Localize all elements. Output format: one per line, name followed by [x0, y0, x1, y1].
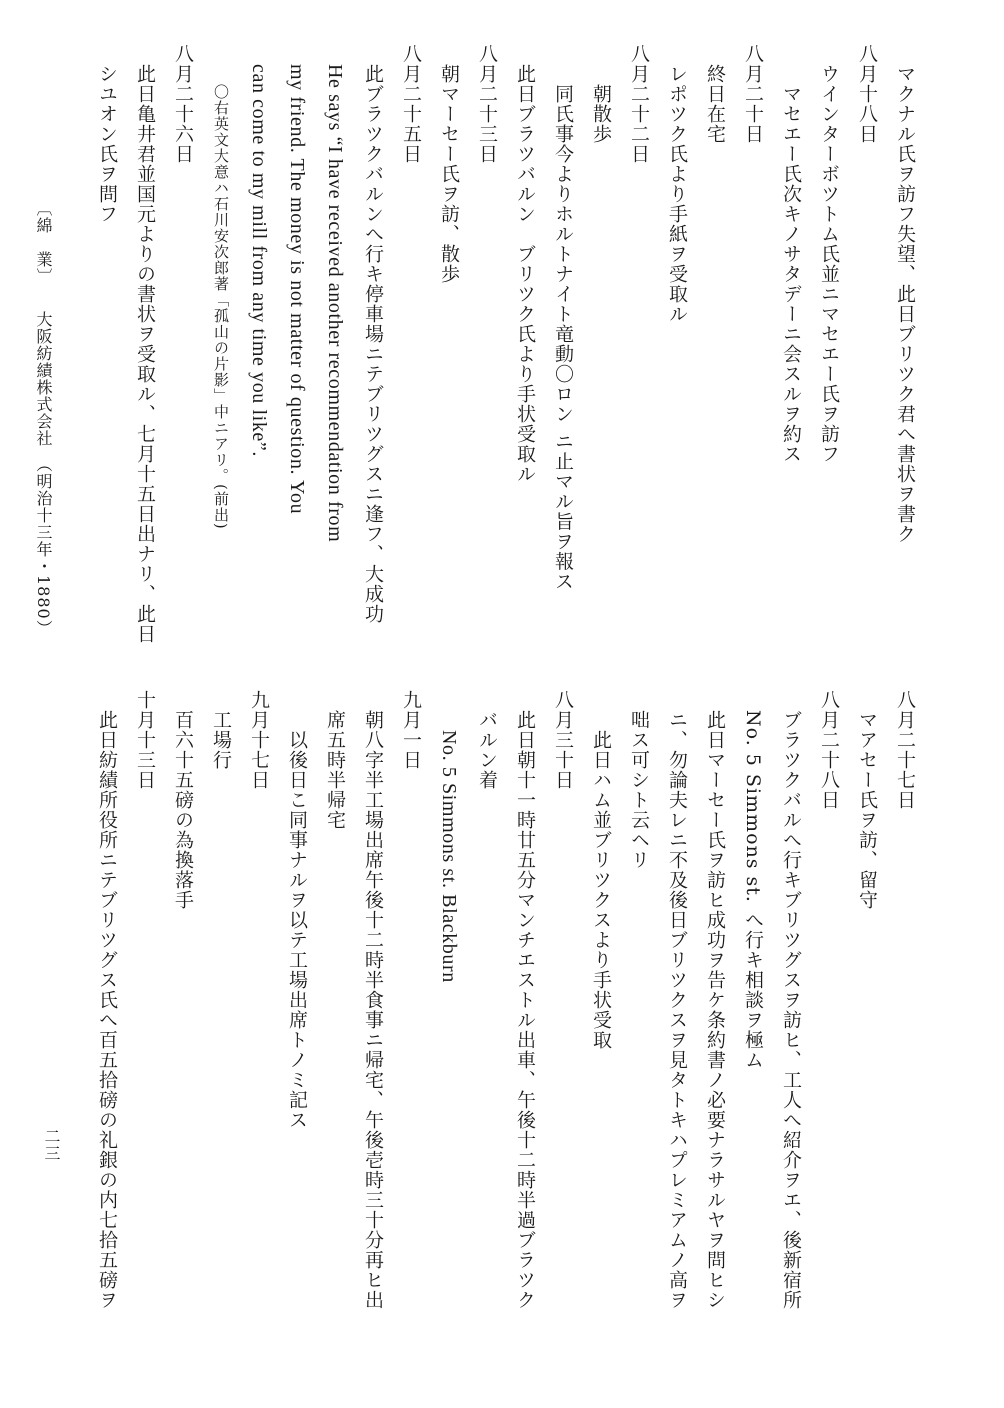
date-heading: 八月二十五日 — [400, 44, 422, 164]
diary-line: No. 5 Simmons st. Blackburn — [438, 730, 460, 983]
diary-line: マセエー氏次キノサタデーニ会スルヲ約ス — [780, 84, 802, 464]
diary-line: ブラツクバルへ行キブリツグスヲ訪ヒ、工人へ紹介ヲエ、後新宿所 — [780, 710, 802, 1310]
diary-line: can come to my mill from any time you like”. — [248, 64, 270, 457]
diary-line: 此ブラツクバルンへ行キ停車場ニテブリツグスニ逢フ、大成功 — [362, 64, 384, 624]
diary-line: 朝八字半工場出席午後十二時半食事ニ帰宅、午後壱時三十分再ヒ出 — [362, 710, 384, 1310]
date-heading: 八月二十六日 — [172, 44, 194, 164]
bottom-text-block — [84, 690, 924, 1350]
date-heading: 八月二十七日 — [894, 690, 916, 810]
diary-line: 此日マーセー氏ヲ訪ヒ成功ヲ告ケ条約書ノ必要ナラサルヤヲ問ヒシ — [704, 710, 726, 1310]
diary-line: 工場行 — [210, 710, 232, 770]
date-heading: 九月一日 — [400, 690, 422, 770]
diary-line: 席五時半帰宅 — [324, 710, 346, 830]
diary-line: バルン着 — [476, 710, 498, 790]
diary-line: No. 5 Simmons st. へ行キ相談ヲ極ム — [742, 710, 764, 1070]
diary-line: 咄ス可シト云ヘリ — [628, 710, 650, 870]
diary-line: マクナル氏ヲ訪フ失望、此日ブリツク君へ書状ヲ書ク — [894, 64, 916, 544]
diary-line: シユオン氏ヲ問フ — [96, 64, 118, 224]
diary-line: my friend. The money is not matter of question. You — [286, 64, 308, 515]
diary-line: レポツク氏より手紙ヲ受取ル — [666, 64, 688, 324]
diary-line: 此日朝十一時廿五分マンチエストル出車、午後十二時半過ブラツク — [514, 710, 536, 1310]
date-heading: 八月二十日 — [742, 44, 764, 144]
diary-line: 朝散歩 — [590, 84, 612, 144]
date-heading: 九月十七日 — [248, 690, 270, 790]
diary-line: マアセー氏ヲ訪、留守 — [856, 710, 878, 910]
diary-line: 以後日こ同事ナルヲ以テ工場出席トノミ記ス — [286, 730, 308, 1130]
diary-line: 同氏事今よりホルトナイト竜動〇ロン ニ止マル旨ヲ報ス — [552, 84, 574, 592]
diary-line: 〇右英文大意ハ石川安次郎著「孤山の片影」中ニアリ。(前出) — [212, 84, 230, 530]
diary-line: He says “I have received another recommendation from — [324, 64, 346, 543]
date-heading: 八月二十二日 — [628, 44, 650, 164]
date-heading: 八月三十日 — [552, 690, 574, 790]
diary-line: 百六十五磅の為換落手 — [172, 710, 194, 910]
top-text-block — [84, 44, 924, 654]
date-heading: 十月十三日 — [134, 690, 156, 790]
diary-line: ニ、勿論夫レニ不及後日ブリツクスヲ見タトキハプレミアムノ高ヲ — [666, 710, 688, 1310]
date-heading: 八月二十八日 — [818, 690, 840, 810]
diary-line: 此日紡績所役所ニテブリツグス氏へ百五拾磅の礼銀の内七拾五磅ヲ — [96, 710, 118, 1310]
diary-line: 終日在宅 — [704, 64, 726, 144]
diary-line: 朝マーセー氏ヲ訪、散歩 — [438, 64, 460, 284]
date-heading: 八月二十三日 — [476, 44, 498, 164]
diary-line: 此日亀井君並国元よりの書状ヲ受取ル、七月十五日出ナリ、此日 — [134, 64, 156, 644]
diary-line: 此日ハム並ブリツクスより手状受取 — [590, 730, 612, 1050]
page-number: 二三 — [42, 1128, 61, 1162]
running-footer: 〔綿 業〕 大阪紡績株式会社 （明治十三年・1880） — [34, 200, 53, 637]
diary-line: ウインターボツトム氏並ニマセエー氏ヲ訪フ — [818, 64, 840, 464]
diary-line: 此日ブラツバルン ブリツク氏より手状受取ル — [514, 64, 536, 484]
date-heading: 八月十八日 — [856, 44, 878, 144]
